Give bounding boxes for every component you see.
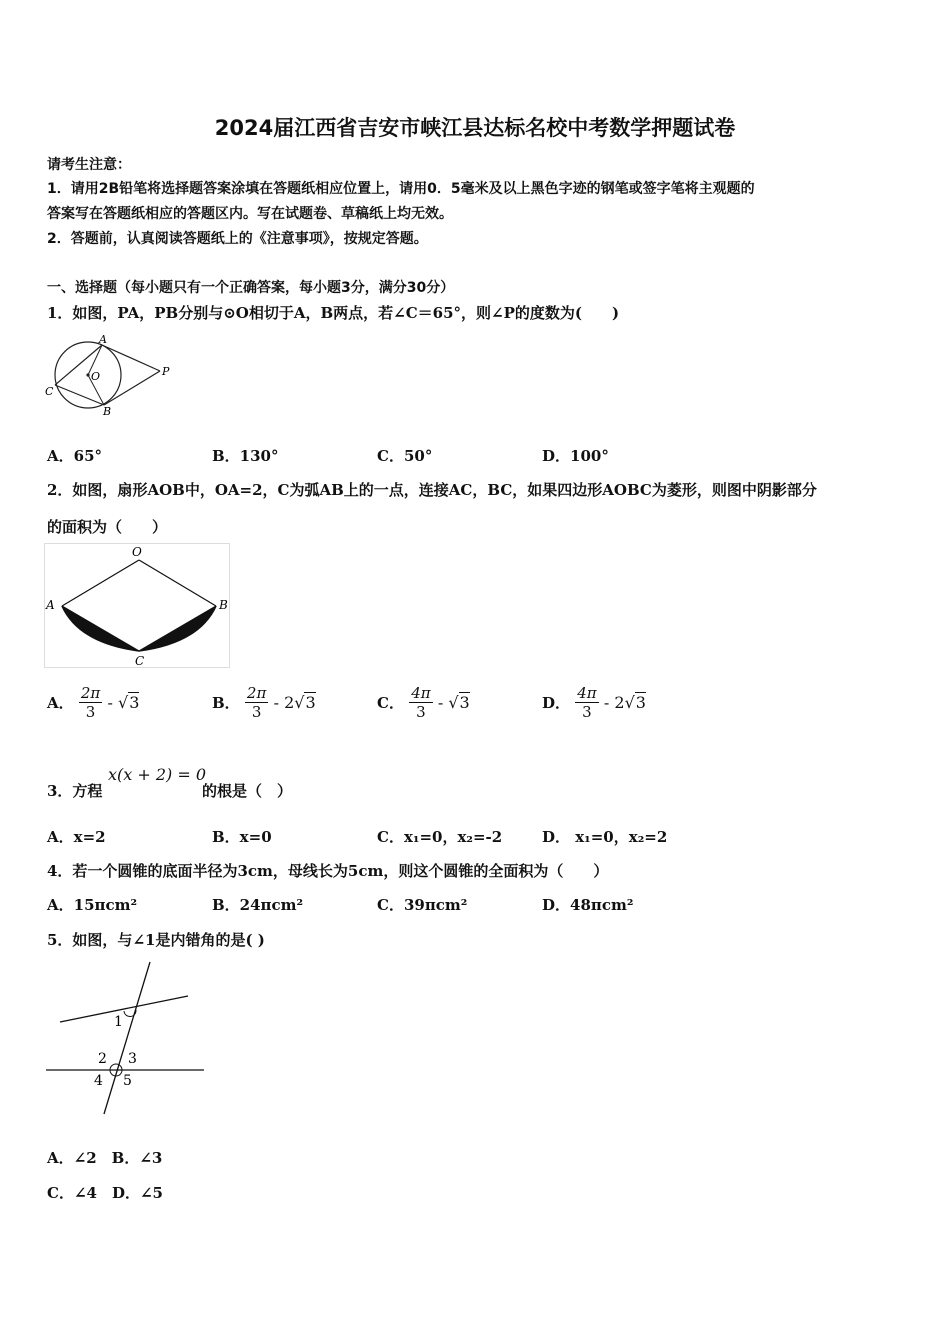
question-2-stem-line-1: 2．如图，扇形AOB中，OA=2，C为弧AB上的一点，连接AC，BC，如果四边形AOBC为菱形，则图中阴影部分 [47,481,817,499]
label-o: O [132,545,142,559]
center-dot [86,373,89,376]
question-5-figure [44,960,208,1118]
q4-option-b[interactable]: B．24πcm² [212,896,304,914]
notice-item-1-line-2: 答案写在答题纸相应的答题区内。写在试题卷、草稿纸上均无效。 [47,206,453,222]
q4-option-d[interactable]: D．48πcm² [542,896,634,914]
fraction [245,684,268,721]
angle-label-1: 1 [114,1014,123,1030]
option-letter: D． [542,694,571,712]
question-3-prefix: 3．方程 [47,782,103,800]
question-5-stem: 5．如图，与∠1是内错角的是( ) [47,931,265,949]
question-2-stem-line-2: 的面积为（ ） [47,518,168,536]
label-b: B [219,598,228,612]
segment-bc [139,606,216,651]
notice-heading: 请考生注意： [47,157,131,173]
q3-option-a[interactable]: A．x=2 [47,828,106,846]
denominator: 3 [85,703,96,721]
option-letter: A． [47,694,74,712]
q1-option-a[interactable]: A．65° [47,447,103,465]
question-3-equation: x(x + 2) = 0 [108,765,207,784]
expression: - 2√3 [273,693,316,712]
q5-options-row-2[interactable]: C．∠4 D．∠5 [47,1184,163,1202]
notice-item-1-line-1: 1．请用2B铅笔将选择题答案涂填在答题纸相应位置上，请用0．5毫米及以上黑色字迹的钢笔或签字笔将主观题的 [47,181,755,197]
segment-ac [62,606,139,651]
fraction [79,684,102,721]
tangent-pb [104,371,160,405]
question-1-figure [42,333,182,418]
q2-option-d[interactable] [542,684,646,721]
question-1-stem: 1．如图，PA，PB分别与⊙O相切于A，B两点，若∠C＝65°，则∠P的度数为( ) [47,304,620,322]
label-a: A [99,333,107,346]
denominator: 3 [251,703,262,721]
q4-option-c[interactable]: C．39πcm² [377,896,468,914]
q2-option-b[interactable] [212,684,316,721]
label-p: P [162,365,170,378]
angle-label-2: 2 [98,1051,107,1067]
question-2-figure [44,543,234,669]
q1-option-c[interactable]: C．50° [377,447,433,465]
q2-option-c[interactable] [377,684,470,721]
angle-label-5: 5 [123,1073,132,1089]
angle-label-4: 4 [94,1073,103,1089]
q2-option-a[interactable] [47,684,139,721]
q3-option-c[interactable]: C．x₁=0，x₂=-2 [377,828,503,846]
denominator: 3 [416,703,426,721]
q1-option-b[interactable]: B．130° [212,447,279,465]
question-3-suffix: 的根是（ ） [202,782,293,800]
q3-option-b[interactable]: B．x=0 [212,828,272,846]
segment-oa [62,560,139,606]
label-a: A [46,598,55,612]
q1-option-d[interactable]: D．100° [542,447,609,465]
denominator: 3 [582,703,592,721]
option-letter: C． [377,694,404,712]
label-c: C [45,385,54,398]
section-heading: 一、选择题（每小题只有一个正确答案，每小题3分，满分30分） [47,280,455,296]
numerator: 2π [80,684,101,702]
page-title: 2024届江西省吉安市峡江县达标名校中考数学押题试卷 [214,116,736,140]
transversal-line [104,962,150,1114]
fraction [409,684,432,721]
angle-label-3: 3 [128,1051,137,1067]
fraction [575,684,598,721]
question-4-stem: 4．若一个圆锥的底面半径为3cm，母线长为5cm，则这个圆锥的全面积为（ ） [47,862,609,880]
notice-item-2: 2．答题前，认真阅读答题纸上的《注意事项》，按规定答题。 [47,231,428,247]
numerator: 4π [411,684,431,702]
segment-ob [139,560,216,606]
option-letter: B． [212,694,240,712]
numerator: 4π [577,684,597,702]
tangent-pa [102,345,160,371]
numerator: 2π [246,684,267,702]
expression: - √3 [437,693,470,712]
q5-options-row-1[interactable]: A．∠2 B．∠3 [47,1149,163,1167]
label-o: O [91,370,101,383]
q3-option-d[interactable]: D． x₁=0，x₂=2 [542,828,668,846]
expression: - 2√3 [603,693,646,712]
label-b: B [103,405,112,418]
label-c: C [135,654,145,668]
expression: - √3 [107,693,140,712]
upper-line [60,996,188,1022]
q4-option-a[interactable]: A．15πcm² [47,896,138,914]
figure-border [45,544,230,668]
